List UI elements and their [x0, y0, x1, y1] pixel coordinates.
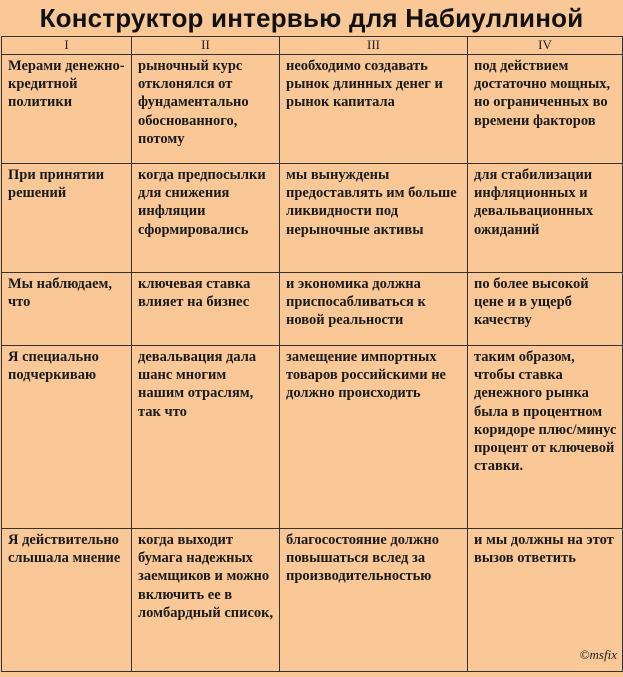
column-header-1: I	[2, 37, 132, 55]
table-cell: таким образом, чтобы ставка денежного рынка была в процентном коридоре плюс/минус процент от ключевой ставки.	[468, 346, 623, 529]
table-cell: для стабилизации инфляционных и девальвационных ожиданий	[468, 164, 623, 273]
table-cell: необходимо создавать рынок длинных денег и рынок капитала	[280, 55, 468, 164]
table-cell: по более высокой цене и в ущерб качеству	[468, 273, 623, 346]
table-cell: Я действительно слышала мнение	[2, 529, 132, 672]
table-cell: Мы наблюдаем, что	[2, 273, 132, 346]
table-row	[2, 346, 623, 529]
table-row	[2, 55, 623, 164]
table-row	[2, 529, 623, 672]
table-cell: девальвация дала шанс многим нашим отраслям, так что	[132, 346, 280, 529]
column-header-4: IV	[468, 37, 623, 55]
column-header-2: II	[132, 37, 280, 55]
table-row	[2, 164, 623, 273]
phrase-table	[1, 36, 623, 672]
column-header-3: III	[280, 37, 468, 55]
table-row	[2, 273, 623, 346]
table-cell: под действием достаточно мощных, но ограниченных во времени факторов	[468, 55, 623, 164]
table-cell: мы вынуждены предоставлять им больше ликвидности под нерыночные активы	[280, 164, 468, 273]
table-cell: рыночный курс отклонялся от фундаментально обоснованного, потому	[132, 55, 280, 164]
table-cell: и мы должны на этот вызов ответить	[468, 529, 623, 672]
table-cell: ключевая ставка влияет на бизнес	[132, 273, 280, 346]
table-cell: замещение импортных товаров российскими не должно происходить	[280, 346, 468, 529]
table-cell: благосостояние должно повышаться вслед за производительностью	[280, 529, 468, 672]
table-cell: При принятии решений	[2, 164, 132, 273]
page-title: Конструктор интервью для Набиуллиной	[39, 3, 584, 33]
copyright-mark: ©msfix	[579, 647, 617, 662]
table-cell: Я специально подчеркиваю	[2, 346, 132, 529]
header-row	[2, 37, 623, 55]
table-cell: когда предпосылки для снижения инфляции сформировались	[132, 164, 280, 273]
table-cell: Мерами денежно-кредитной политики	[2, 55, 132, 164]
table-cell: и экономика должна приспосабливаться к новой реальности	[280, 273, 468, 346]
table-cell: когда выходит бумага надежных заемщиков и можно включить ее в ломбардный список,	[132, 529, 280, 672]
